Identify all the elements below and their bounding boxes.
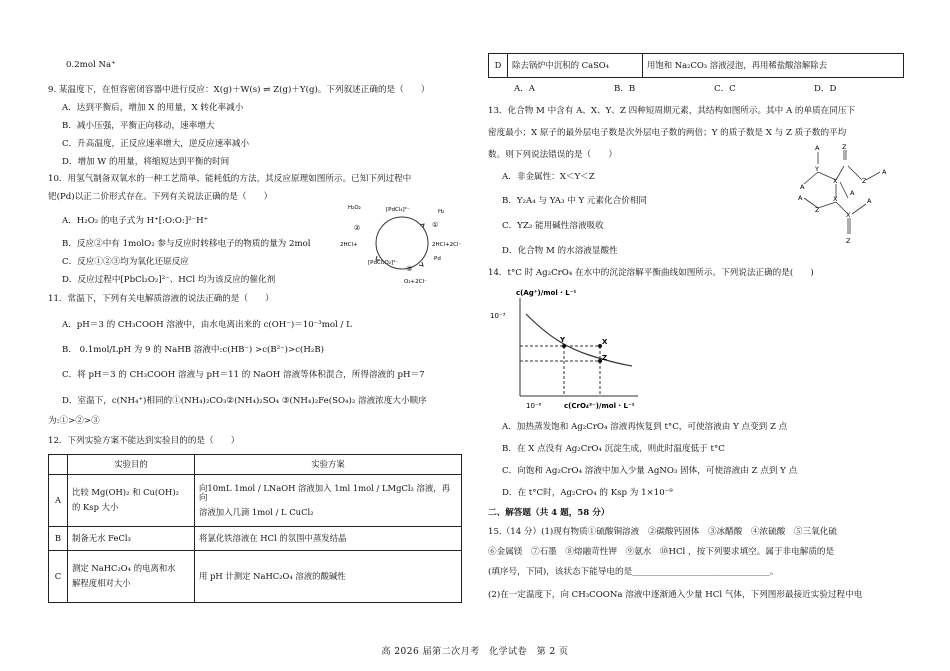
top-line: 0.2mol Na⁺ [66,60,116,70]
q11-option-d-1: D．室温下，c(NH₄⁺)相同的①(NH₄)₂CO₃②(NH₄)₂SO₄ ③(NH₄)₂Fe(SO₄)₂ 溶液浓度大小顺序 [62,396,427,406]
q15-line-1: 15.（14 分）(1)现有物质①硫酸铜溶液 ②碳酸钙固体 ③冰醋酸 ④浓硫酸 ⑤三氧化硫 [488,527,837,537]
svg-text:Z: Z [842,143,847,151]
y-tick-label: 10⁻³ [490,312,506,320]
q14-option-a: A．加热蒸发饱和 Ag₂CrO₄ 溶液再恢复到 t°C，可使溶液由 Y 点变到 Z 点 [502,422,788,432]
svg-text:A: A [798,194,803,202]
q10-stem-2: 钯(Pd)以正二价形式存在。下列有关说法正确的是（ ） [48,192,273,202]
q10-option-a: A．H₂O₂ 的电子式为 H⁺[:O:O:]²⁻H⁺ [62,216,209,226]
q12-option-b: B．B [614,84,636,94]
q12-row-b-label: B [49,527,68,551]
dg-right: 2HCl+2Cl⁻ [432,242,462,248]
q13-option-b: B．Y₂A₄ 与 YA₃ 中 Y 元素化合价相同 [502,196,648,206]
svg-text:X: X [833,177,838,185]
q14-stem: 14．t°C 时 Ag₂CrO₄ 在水中的沉淀溶解平衡曲线如图所示。下列说法正确的是( ) [488,268,814,278]
q12-header-plan: 实验方案 [195,455,462,475]
dg-n1: ① [432,221,439,229]
q12-row-b-purpose: 制备无水 FeCl₃ [68,527,195,551]
q12-stem: 12．下列实验方案不能达到实验目的的是（ ） [48,436,240,446]
q12-option-c: C．C [714,84,736,94]
point-y [562,344,566,348]
svg-text:A: A [800,183,805,191]
svg-text:Y: Y [815,165,819,173]
q15-line-3: (填序号，下同)，该状态下能导电的是________________________________。 [488,567,779,577]
structure-atoms [798,143,887,245]
q12-row-d-plan: 用饱和 Na₂CO₃ 溶液浸泡，再用稀盐酸溶解除去 [643,54,904,78]
q12-row-c-purpose-1: 测定 NaHC₂O₄ 的电离和水 [72,563,176,574]
q12-row-c-label: C [49,551,68,603]
q10-stem-1: 10．用氢气制备双氧水的一种工艺简单、能耗低的方法，其反应原理如图所示。已知下列过程中 [48,174,412,184]
svg-text:X: X [833,195,838,203]
q11-option-a: A．pH＝3 的 CH₃COOH 溶液中，由水电离出来的 c(OH⁻)＝10⁻³mol / L [62,320,352,330]
q12-row-d [489,54,904,78]
svg-text:Z: Z [862,177,867,185]
q12-option-d: D．D [814,84,837,94]
dg-top-left: H₂O₂ [348,205,361,211]
q14-option-c: C．向饱和 Ag₂CrO₄ 溶液中加入少量 AgNO₃ 固体，可使溶液由 Z 点到 Y 点 [502,466,798,476]
q13-stem-1: 13．化合物 M 中含有 A、X、Y、Z 四种短周期元素，其结构如图所示。其中 A 的单质在同压下 [488,106,856,116]
q12-row-a-plan-1: 向10mL 1mol / LNaOH 溶液加入 1ml 1mol / LMgCl₂ 溶液，再向 [199,482,451,503]
q11-option-b: B． 0.1mol/LpH 为 9 的 NaHB 溶液中:c(HB⁻) >c(B²⁻)>c(H₂B) [62,345,325,355]
svg-text:Z: Z [846,237,851,245]
q12-table [48,454,462,603]
dg-right-top: H₂ [438,209,445,215]
q9-stem: 9. 某温度下，在恒容密闭容器中进行反应：X(g)＋W(s) ⇌ Z(g)＋Y(g)。下列叙述正确的是（ ） [48,85,430,95]
q11-option-d-2: 为:①>②>③ [48,416,100,426]
q10-option-c: C．反应①②③均为氧化还原反应 [62,257,189,267]
q12-row-a-plan-2: 溶液加入几滴 1mol / L CuCl₂ [199,506,314,517]
q12-header-row [49,455,462,475]
label-y: Y [560,336,566,344]
dg-top: [PdCl₄]²⁻ [386,207,410,213]
svg-text:A: A [815,144,820,152]
q12-row-d-label: D [489,54,508,78]
q12-row-a [49,475,462,527]
q12-row-c-purpose [68,551,195,603]
q12-row-c-plan: 用 pH 计测定 NaHC₂O₄ 溶液的酸碱性 [195,551,462,603]
q15-line-4: (2)在一定温度下，向 CH₃COONa 溶液中逐渐通入少量 HCl 气体，下列图形最接近实验过程中电 [488,590,863,600]
section-2-title: 二、解答题（共 4 题，58 分） [488,508,610,518]
dg-n2: ② [354,224,361,232]
q11-option-c: C．将 pH＝3 的 CH₃COOH 溶液与 pH＝11 的 NaOH 溶液等体积混合，所得溶液的 pH＝7 [62,370,425,380]
q12-table-continued [488,53,904,78]
q12-option-a: A．A [514,84,536,94]
svg-text:X: X [846,211,851,219]
q9-option-c: C．升高温度，正反应速率增大，逆反应速率减小 [62,139,250,149]
q10-option-b: B．反应②中有 1molO₂ 参与反应时转移电子的物质的量为 2mol [62,239,311,249]
q12-row-a-purpose [68,475,195,527]
chart-xlabel: c(CrO₄²⁻)/mol · L⁻¹ [564,402,635,410]
q13-stem-2: 密度最小；X 原子的最外层电子数是次外层电子数的两倍；Y 的质子数是 X 与 Z 质子数的平均 [488,128,847,138]
q12-row-a-label: A [49,475,68,527]
q12-row-a-purpose-1: 比较 Mg(OH)₂ 和 Cu(OH)₂ [72,487,179,498]
label-x: X [602,338,608,346]
q11-stem: 11．常温下，下列有关电解质溶液的说法正确的是（ ） [48,294,274,304]
dg-n3: ③ [406,265,413,273]
svg-text:A: A [867,197,872,205]
q15-line-2: ⑥金属镁 ⑦石墨 ⑧熔融苛性钾 ⑨氨水 ⑩HCl ，按下列要求填空。属于非电解质的是 [488,547,835,557]
dg-right-bottom: Pd [434,256,441,262]
structure-bonds [804,150,880,234]
q12-row-c [49,551,462,603]
q12-row-b-plan: 将氯化铁溶液在 HCl 的氛围中蒸发结晶 [195,527,462,551]
q12-row-c-purpose-2: 解程度相对大小 [72,578,131,588]
chart-ylabel: c(Ag⁺)/mol · L⁻¹ [516,289,577,297]
dg-bottom-right: O₂+2Cl⁻ [404,279,427,285]
q14-chart [488,284,728,414]
q12-row-d-purpose: 除去锅炉中沉积的 CaSO₄ [508,54,643,78]
q13-option-c: C．YZ₂ 能用碱性溶液吸收 [502,221,604,231]
svg-text:A: A [850,189,855,197]
q13-option-d: D．化合物 M 的水溶液显酸性 [502,246,618,256]
q10-option-d: D．反应过程中[PbCl₂O₂]²⁻、HCl 均为该反应的催化剂 [62,275,276,285]
q9-option-d: D．增加 W 的用量，将缩短达到平衡的时间 [62,157,230,167]
q12-row-b [49,527,462,551]
q12-row-a-plan [195,475,462,527]
dg-left: 2HCl+ [340,242,358,248]
dg-bottom: [PdCl₂O₂]²⁻ [368,260,399,266]
q14-option-b: B．在 X 点没有 Ag₂CrO₄ 沉淀生成，则此时温度低于 t°C [502,444,725,454]
q14-option-d: D．在 t°C时，Ag₂CrO₄ 的 Ksp 为 1×10⁻⁹ [502,488,673,498]
q9-option-b: B．减小压强，平衡正向移动，速率增大 [62,121,215,131]
q10-cycle-diagram [340,200,470,285]
page-footer: 高 2026 届第二次月考 化学试卷 第 2 页 [381,647,569,657]
q12-row-a-purpose-2: 的 Ksp 大小 [72,502,119,512]
q13-structure-diagram [788,142,906,246]
q13-stem-3: 数。则下列说法错误的是（ ） [488,150,617,160]
q9-option-a: A．达到平衡后，增加 X 的用量，X 转化率减小 [62,103,244,113]
svg-text:Z: Z [815,206,820,214]
q13-option-a: A．非金属性：X＜Y＜Z [502,172,595,182]
x-tick-label: 10⁻⁶ [526,402,542,410]
svg-text:A: A [882,168,887,176]
solubility-curve [526,314,632,366]
label-z: Z [602,354,608,362]
q12-header-purpose: 实验目的 [68,455,195,475]
